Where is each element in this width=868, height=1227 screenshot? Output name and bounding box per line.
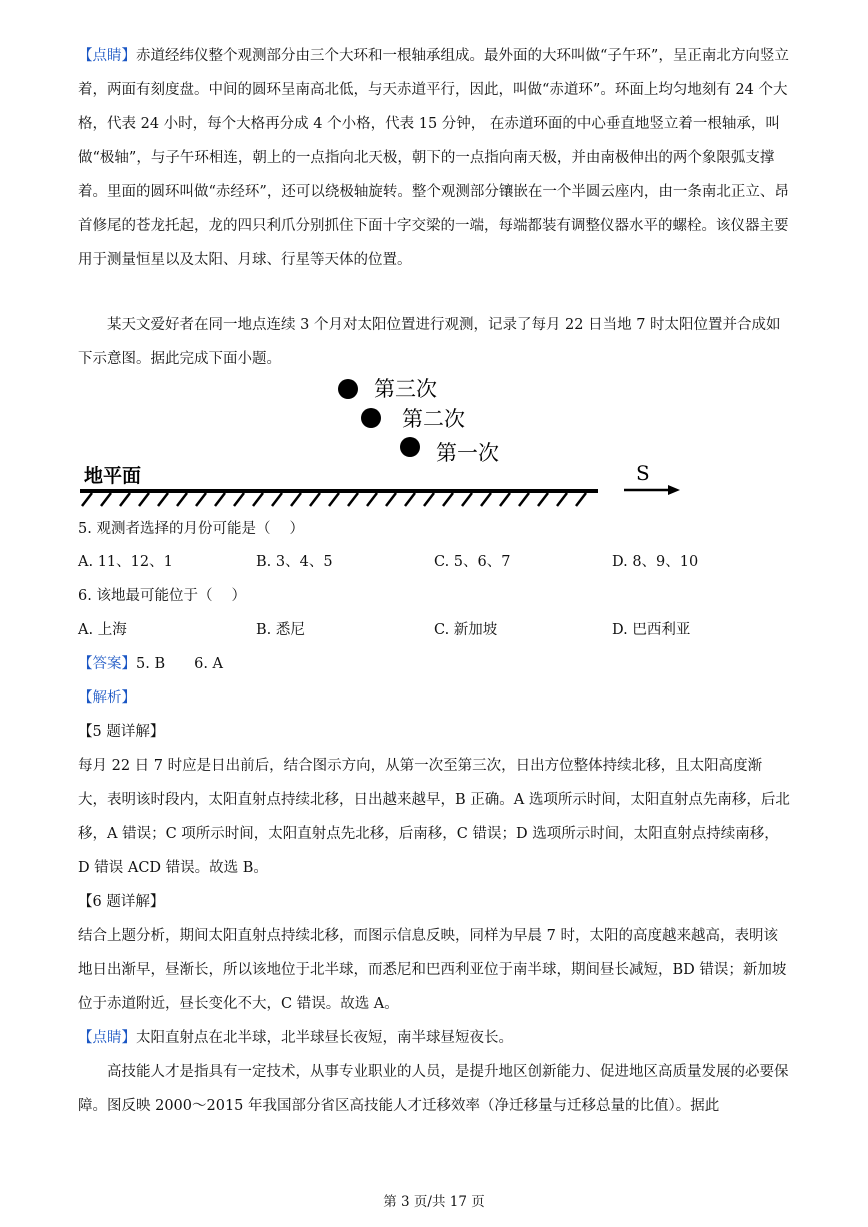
q6-option-b[interactable]: B. 悉尼	[256, 622, 305, 638]
analysis-tag: 【解析】	[78, 690, 136, 706]
q5-detail-heading: 【5 题详解】	[78, 724, 165, 740]
hatch-mark	[310, 493, 320, 506]
hatch-mark	[120, 493, 130, 506]
hatch-mark	[424, 493, 434, 506]
hatch-mark	[443, 493, 453, 506]
hatch-mark	[82, 493, 92, 506]
page-footer: 第 3 页/共 17 页	[383, 1194, 485, 1210]
hatch-mark	[462, 493, 472, 506]
ground-hatching	[82, 493, 586, 506]
hatch-mark	[158, 493, 168, 506]
question-stem: 某天文爱好者在同一地点连续 3 个月对太阳位置进行观测，记录了每月 22 日当地 7 时太阳位置并合成如下示意图。据此完成下面小题。	[78, 317, 781, 367]
hatch-mark	[405, 493, 415, 506]
hatch-mark	[538, 493, 548, 506]
hatch-mark	[253, 493, 263, 506]
hatch-mark	[177, 493, 187, 506]
hatch-mark	[196, 493, 206, 506]
hatch-mark	[576, 493, 586, 506]
answer-text: 5. B 6. A	[136, 656, 224, 672]
tip-tag: 【点睛】	[78, 48, 136, 64]
arrow-head-icon	[668, 485, 680, 495]
hatch-mark	[367, 493, 377, 506]
q5-options	[78, 545, 790, 579]
tip-text-2: 太阳直射点在北半球，北半球昼长夜短，南半球昼短夜长。	[136, 1030, 513, 1046]
hatch-mark	[348, 493, 358, 506]
hatch-mark	[272, 493, 282, 506]
label-second: 第二次	[402, 407, 465, 431]
hatch-mark	[557, 493, 567, 506]
hatch-mark	[386, 493, 396, 506]
tip-line	[78, 1021, 790, 1055]
hatch-mark	[215, 493, 225, 506]
intro-text: 赤道经纬仪整个观测部分由三个大环和一根轴承组成。最外面的大环叫做“子午环”，呈正南北方向竖立着，两面有刻度盘。中间的圆环呈南高北低，与天赤道平行，因此，叫做“赤道环”。环面上均匀地刻有 24 个大格，代表 24 小时，每个大格再分成 4 个小格，代表 15 分钟， 在赤道环面的中心垂直地竖立着一根轴承，叫做“极轴”，与子午环相连，朝上的一点指向北天极，朝下的一点指向南天极，并由南极伸出的两个象限弧支撑着。里面的圆环叫做“赤经环”，还可以绕极轴旋转。整个观测部分镶嵌在一个半圆云座内，由一条南北正立、昂首修尾的苍龙托起，龙的四只利爪分别抓住下面十字交梁的一端，每端都装有调整仪器水平的螺栓。该仪器主要用于测量恒星以及太阳、月球、行星等天体的位置。	[78, 48, 789, 268]
hatch-mark	[139, 493, 149, 506]
q5-option-c[interactable]: C. 5、6、7	[434, 554, 511, 570]
sun-first-marker	[400, 437, 420, 457]
label-third: 第三次	[374, 377, 437, 401]
hatch-mark	[291, 493, 301, 506]
q6-option-d[interactable]: D. 巴西利亚	[612, 622, 691, 638]
tip-tag-2: 【点睛】	[78, 1030, 136, 1046]
hatch-mark	[500, 493, 510, 506]
sun-third-marker	[338, 379, 358, 399]
q5-option-b[interactable]: B. 3、4、5	[256, 554, 333, 570]
q6-stem: 6. 该地最可能位于（ ）	[78, 588, 247, 604]
q5-detail-text: 每月 22 日 7 时应是日出前后，结合图示方向，从第一次至第三次，日出方位整体持续北移，且太阳高度渐大，表明该时段内，太阳直射点持续北移，日出越来越早，B 正确。A 选项所示时间，太阳直射点先南移，后北移，A 错误；C 项所示时间，太阳直射点先北移，后南移，C 错误；D 选项所示时间，太阳直射点持续南移，D 错误 ACD 错误。故选 B。	[78, 758, 790, 876]
label-first: 第一次	[436, 441, 499, 465]
intro-paragraph	[78, 39, 790, 277]
direction-label: S	[636, 461, 650, 485]
answer-tag: 【答案】	[78, 656, 136, 672]
sun-second-marker	[361, 408, 381, 428]
hatch-mark	[234, 493, 244, 506]
q6-detail-text: 结合上题分析，期间太阳直射点持续北移，而图示信息反映，同样为早晨 7 时，太阳的高度越来越高，表明该地日出渐早，昼渐长，所以该地位于北半球，而悉尼和巴西利亚位于南半球，期间昼长减短，BD 错误；新加坡位于赤道附近，昼长变化不大，C 错误。故选 A。	[78, 928, 787, 1012]
answer-line	[78, 647, 790, 681]
hatch-mark	[329, 493, 339, 506]
q6-options	[78, 613, 790, 647]
hatch-mark	[519, 493, 529, 506]
q5-stem: 5. 观测者选择的月份可能是（ ）	[78, 521, 305, 537]
q5-option-d[interactable]: D. 8、9、10	[612, 554, 699, 570]
sun-position-diagram	[78, 366, 688, 512]
ground-label: 地平面	[84, 465, 142, 487]
q6-detail-heading: 【6 题详解】	[78, 894, 165, 910]
q5-option-a[interactable]: A. 11、12、1	[78, 554, 173, 570]
next-question-stem: 高技能人才是指具有一定技术，从事专业职业的人员，是提升地区创新能力、促进地区高质量发展的必要保障。图反映 2000～2015 年我国部分省区高技能人才迁移效率（净迁移量与迁移总量的比值）。据此	[78, 1064, 789, 1114]
hatch-mark	[481, 493, 491, 506]
hatch-mark	[101, 493, 111, 506]
q6-option-a[interactable]: A. 上海	[78, 622, 127, 638]
q6-option-c[interactable]: C. 新加坡	[434, 622, 498, 638]
